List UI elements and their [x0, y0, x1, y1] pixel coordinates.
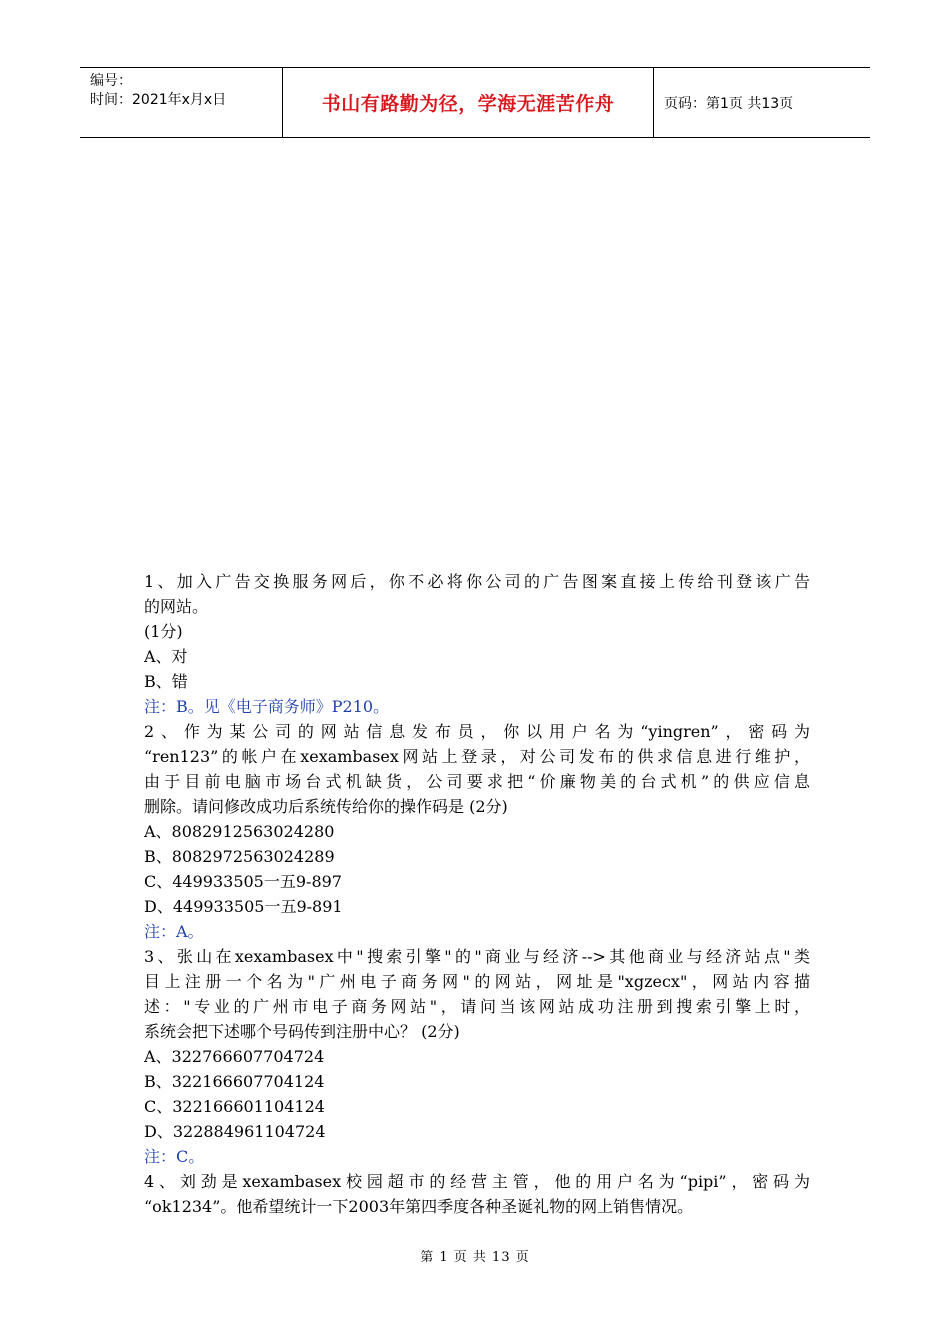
question-2-option-b: B、8082972563024289: [144, 847, 335, 866]
question-2-line-3: 由于目前电脑市场台式机缺货，公司要求把“价廉物美的台式机”的供应信息: [144, 772, 810, 791]
question-1-line-1: 1、加入广告交换服务网后，你不必将你公司的广告图案直接上传给刊登该广告: [144, 572, 810, 591]
header-motto: 书山有路勤为径，学海无涯苦作舟: [282, 68, 654, 137]
question-3-option-b: B、322166607704124: [144, 1072, 325, 1091]
question-2-option-d: D、449933505一五9-891: [144, 897, 343, 916]
question-3-option-d: D、322884961104724: [144, 1122, 326, 1141]
date-label: 时间：2021年x月x日: [90, 92, 227, 108]
question-2-option-a: A、8082912563024280: [144, 822, 335, 841]
question-4-line-1: 4、刘劲是xexambasex校园超市的经营主管，他的用户名为“pipi”，密码为: [144, 1172, 810, 1191]
document-body: [144, 569, 810, 1219]
question-3-line-3: 述："专业的广州市电子商务网站"，请问当该网站成功注册到搜索引擎上时，: [144, 997, 810, 1016]
question-2-line-4: 删除。请问修改成功后系统传给你的操作码是 (2分): [144, 797, 508, 816]
question-4-line-2: “ok1234”。他希望统计一下2003年第四季度各种圣诞礼物的网上销售情况。: [144, 1197, 694, 1216]
question-3-note: 注：C。: [144, 1147, 205, 1166]
question-1-option-a: A、对: [144, 647, 188, 666]
question-1-score: (1分): [144, 622, 183, 641]
question-2-note: 注：A。: [144, 922, 204, 941]
page-header: [80, 67, 870, 138]
question-2-line-1: 2、作为某公司的网站信息发布员，你以用户名为“yingren”，密码为: [144, 722, 810, 741]
question-3-line-4: 系统会把下述哪个号码传到注册中心？ (2分): [144, 1022, 460, 1041]
question-3-line-2: 目上注册一个名为"广州电子商务网"的网站，网址是"xgzecx"，网站内容描: [144, 972, 810, 991]
number-label: 编号：: [90, 73, 132, 89]
question-1-line-2: 的网站。: [144, 597, 209, 616]
question-2-line-2: “ren123”的帐户在xexambasex网站上登录，对公司发布的供求信息进行维护，: [144, 747, 810, 766]
question-3-option-a: A、322766607704724: [144, 1047, 325, 1066]
header-meta: [80, 68, 282, 137]
question-1-option-b: B、错: [144, 672, 188, 691]
question-1-note: 注：B。见《电子商务师》P210。: [144, 697, 390, 716]
header-page-info: 页码：第1页 共13页: [664, 95, 794, 112]
question-2-option-c: C、449933505一五9-897: [144, 872, 342, 891]
page-footer: 第 1 页 共 13 页: [420, 1250, 530, 1265]
question-3-option-c: C、322166601104124: [144, 1097, 325, 1116]
question-3-line-1: 3、张山在xexambasex中"搜索引擎"的"商业与经济-->其他商业与经济站点"类: [144, 947, 810, 966]
